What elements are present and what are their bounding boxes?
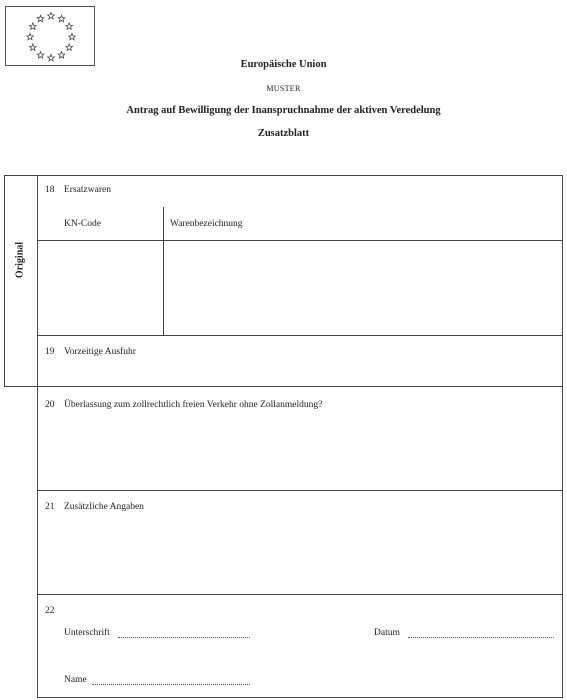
eu-star-icon (66, 23, 73, 30)
box18-col-kn-code: KN-Code (64, 219, 101, 229)
box20-title: Überlassung zum zollrechtlich freien Verkehr ohne Zollanmeldung? (64, 400, 323, 410)
eu-star-icon (29, 44, 36, 51)
box20-number: 20 (45, 400, 55, 410)
eu-star-icon (27, 33, 34, 40)
header-zusatzblatt: Zusatzblatt (257, 128, 310, 139)
header-antrag: Antrag auf Bewilligung der Inanspruchnahme der aktiven Veredelung (126, 105, 441, 116)
eu-star-icon (48, 12, 55, 19)
box19-title: Vorzeitige Ausfuhr (64, 347, 136, 357)
eu-star-icon (37, 15, 44, 22)
box21-field[interactable] (38, 517, 562, 593)
eu-stars-icon (6, 7, 96, 67)
eu-star-icon (66, 44, 73, 51)
side-label-original: Original (14, 241, 26, 279)
box18-kn-code-cell[interactable] (38, 241, 163, 335)
box22-unterschrift-line[interactable] (118, 636, 250, 638)
eu-star-icon (69, 33, 76, 40)
box18-title: Ersatzwaren (64, 185, 111, 195)
eu-star-icon (37, 52, 44, 59)
eu-star-icon (58, 15, 65, 22)
box18-number: 18 (45, 185, 55, 195)
box22-unterschrift-label: Unterschrift (64, 628, 110, 638)
box18-warenbezeichnung-cell[interactable] (164, 241, 562, 335)
eu-flag (5, 6, 95, 66)
box22-name-line[interactable] (92, 683, 250, 685)
header-union: Europäische Union (240, 59, 327, 70)
box20-field[interactable] (38, 415, 562, 489)
eu-star-icon (29, 23, 36, 30)
box21-number: 21 (45, 502, 55, 512)
box22-name-label: Name (64, 675, 87, 685)
box22-datum-line[interactable] (408, 636, 554, 638)
box22-number: 22 (45, 606, 55, 616)
box19-number: 19 (45, 347, 55, 357)
eu-star-icon (58, 52, 65, 59)
box22-datum-label: Datum (374, 628, 400, 638)
header-muster: MUSTER (266, 84, 301, 93)
box18-col-warenbezeichnung: Warenbezeichnung (170, 219, 243, 229)
box21-title: Zusätzliche Angaben (64, 502, 144, 512)
